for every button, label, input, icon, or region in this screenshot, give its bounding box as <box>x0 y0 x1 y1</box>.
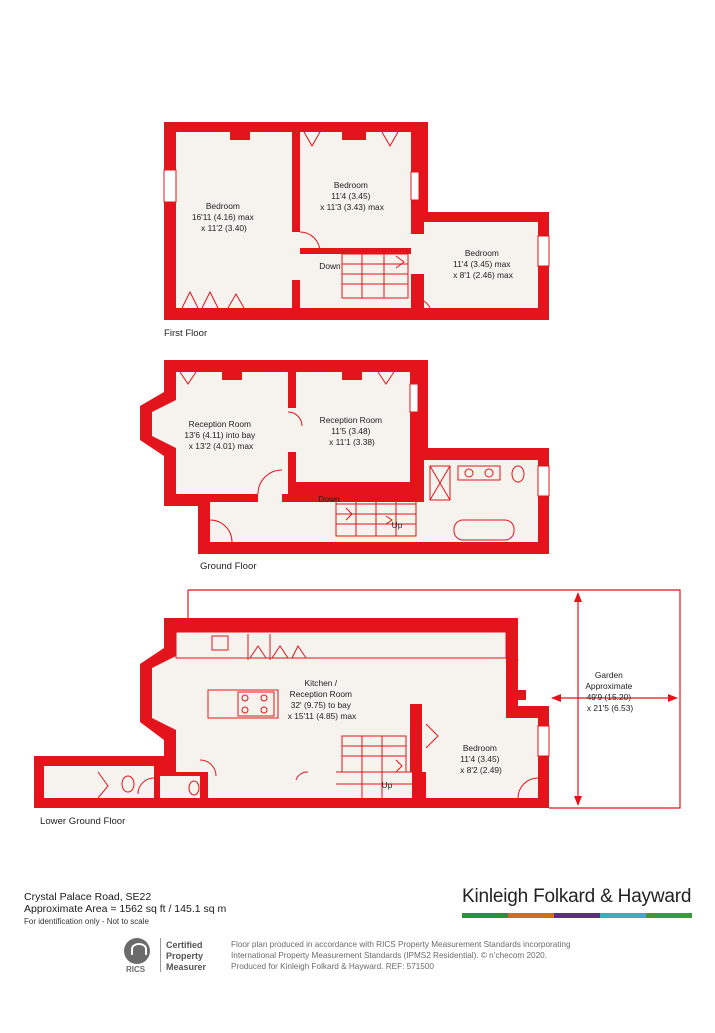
first-bedroom-3-label: Bedroom 11'4 (3.45) max x 8'1 (2.46) max <box>453 248 513 280</box>
brand-bar-segment <box>508 913 554 918</box>
ground-down-label: Down <box>318 494 340 504</box>
first-floor-title: First Floor <box>164 328 208 339</box>
ground-floor-plan <box>140 360 549 554</box>
brand-bar-segment <box>646 913 692 918</box>
first-bedroom-2-label: Bedroom 11'4 (3.45) x 11'3 (3.43) max <box>320 180 384 212</box>
rics-note-line-2: International Property Measurement Standards (IPMS2 Residential). © n’checom 2020. <box>231 951 547 960</box>
lower-bedroom-label: Bedroom 11'4 (3.45) x 8'2 (2.49) <box>460 743 502 775</box>
ground-reception-2-label: Reception Room 11'5 (3.48) x 11'1 (3.38) <box>319 415 383 447</box>
agency-brand-name: Kinleigh Folkard & Hayward <box>462 886 692 907</box>
rics-note-line-3: Produced for Kinleigh Folkard & Hayward. REF: 571500 <box>231 962 434 971</box>
lower-kitchen-label: Kitchen / Reception Room 32' (9.75) to bay x 15'11 (4.85) max <box>287 678 357 721</box>
certified-line-3: Measurer <box>166 962 207 972</box>
rics-note-line-1: Floor plan produced in accordance with RICS Property Measurement Standards incorporating <box>231 940 571 949</box>
brand-color-bar <box>462 913 692 918</box>
first-bedroom-1-label: Bedroom 16'11 (4.16) max x 11'2 (3.40) <box>191 201 254 233</box>
certified-line-1: Certified <box>166 940 203 950</box>
lower-up-label: Up <box>381 780 393 790</box>
lower-ground-floor-plan <box>34 590 680 808</box>
lower-ground-floor-title: Lower Ground Floor <box>40 816 126 827</box>
property-address: Crystal Palace Road, SE22 <box>24 891 152 903</box>
ground-up-label: Up <box>391 520 403 530</box>
ground-reception-1-label: Reception Room 13'6 (4.11) into bay x 13'2 (4.01) max <box>184 419 256 451</box>
brand-bar-segment <box>554 913 600 918</box>
ground-floor-title: Ground Floor <box>200 561 257 572</box>
rics-logo-icon <box>124 938 150 964</box>
rics-label: RICS <box>126 965 146 974</box>
garden-label: Garden Approximate 49'9 (15.20) x 21'5 (6.53) <box>585 670 634 713</box>
brand-bar-segment <box>462 913 508 918</box>
approximate-area: Approximate Area = 1562 sq ft / 145.1 sq m <box>24 903 227 915</box>
disclaimer: For identification only - Not to scale <box>24 917 149 926</box>
certified-line-2: Property <box>166 951 204 961</box>
first-down-label: Down <box>319 261 341 271</box>
brand-bar-segment <box>600 913 646 918</box>
